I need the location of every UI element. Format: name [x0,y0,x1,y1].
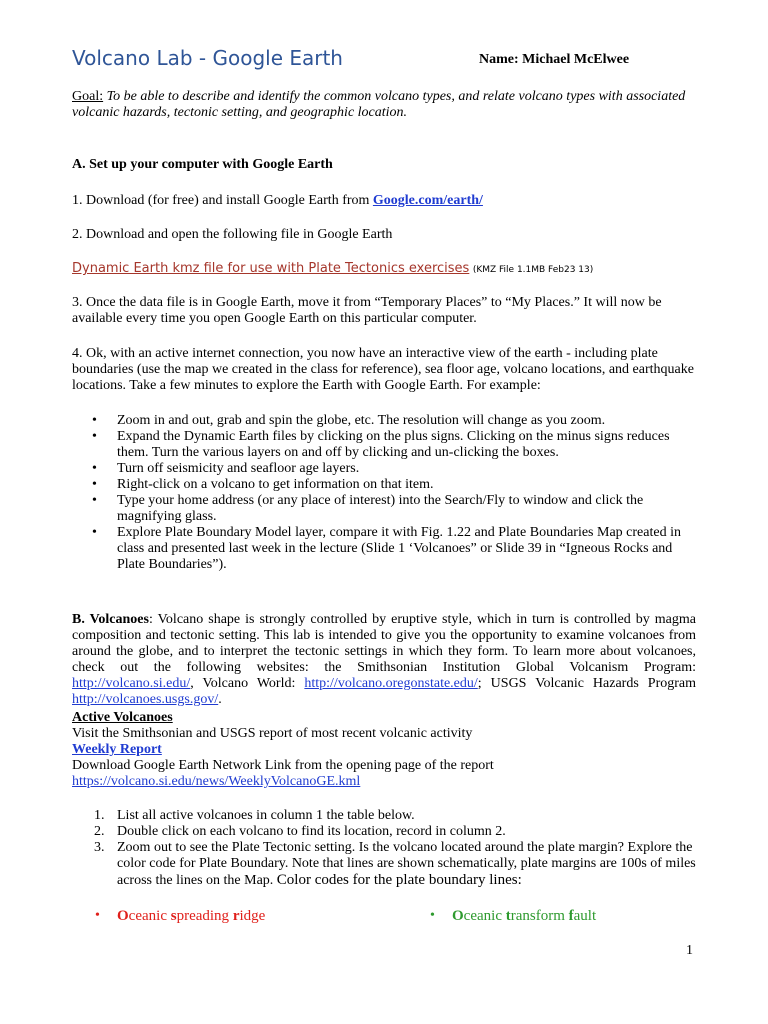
weekly-report-link[interactable]: Weekly Report [72,742,162,757]
list-item: • Zoom in and out, grab and spin the globe, etc. The resolution will change as you zoom. [72,413,696,429]
active-steps-list [72,808,696,889]
legend-transform: • Oceanic transform fault [430,908,597,924]
active-line-1: Visit the Smithsonian and USGS report of most recent volcanic activity [72,726,473,741]
list-item: 2. Double click on each volcano to find its location, record in column 2. [94,824,506,839]
goal-label: Goal: [72,89,104,104]
step-4: 4. Ok, with an active internet connection, you now have an interactive view of the earth - including plate boundaries (use the map we created in the class for reference), sea floor age, volcano locations, and earthquake locations. Take a few minutes to explore the Earth with Google Earth. For example: [72,346,694,393]
active-volcanoes-heading: Active Volcanoes [72,710,173,725]
list-item: 3. Zoom out to see the Plate Tectonic setting. Is the volcano located around the plate margin? Explore the color code for Plate Boundary. Note that lines are shown schematically, plate margins are 100s of miles across the lines on the Map. Color codes for the plate boundary lines: [94,840,696,888]
exploration-bullet-list [72,413,696,573]
step-1 [72,193,696,209]
google-earth-link[interactable]: Google.com/earth/ [372,193,483,208]
kmz-file-line [72,261,696,278]
usgs-link[interactable]: http://volcanoes.usgs.gov/ [72,692,219,707]
volcano-world-link[interactable]: http://volcano.oregonstate.edu/ [304,676,478,691]
smithsonian-link[interactable]: http://volcano.si.edu/ [72,676,191,691]
legend-ridge: • Oceanic spreading ridge [95,908,266,924]
kmz-file-link[interactable]: Dynamic Earth kmz file for use with Plate Tectonics exercises [72,261,470,276]
section-a-title: A. Set up your computer with Google Earth [72,157,333,172]
step-1-text: 1. Download (for free) and install Google Earth from [72,193,373,208]
list-item: 1. List all active volcanoes in column 1 the table below. [94,808,415,823]
step-3: 3. Once the data file is in Google Earth, move it from “Temporary Places” to “My Places.” It will now be available every time you open Google Earth on this particular computer. [72,295,662,326]
section-b-label: B. Volcanoes [72,612,149,627]
page-number: 1 [686,943,693,958]
list-item: • Explore Plate Boundary Model layer, compare it with Fig. 1.22 and Plate Boundaries Map created in class and presented last week in the lecture (Slide 1 ‘Volcanoes” or Slide 39 in “Igneous Rocks and Plate Boundaries”). [72,525,696,573]
student-name: Name: Michael McElwee [479,52,630,67]
goal-text: To be able to describe and identify the common volcano types, and relate volcano types with associated volcanic hazards, tectonic setting, and geographic location. [72,89,686,120]
document-title: Volcano Lab - Google Earth [72,46,343,70]
bullet-icon: • [430,908,435,923]
list-item: • Right-click on a volcano to get information on that item. [72,477,696,493]
step-2: 2. Download and open the following file in Google Earth [72,227,393,242]
section-a-heading [72,157,696,173]
kmz-file-note: (KMZ File 1.1MB Feb23 13) [472,265,594,275]
list-item: • Turn off seismicity and seafloor age layers. [72,461,696,477]
active-line-2: Download Google Earth Network Link from the opening page of the report [72,758,494,773]
section-b-paragraph: B. Volcanoes: Volcano shape is strongly controlled by eruptive style, which in turn is controlled by magma composition and tectonic setting. This lab is intended to give you the opportunity to examine volcanoes from around the globe, and to interpret the tectonic settings in which they form. To learn more about volcanoes, check out the following websites: the Smithsonian Institution Global Volcanism Program: http://volcano.si.edu/, Volcano World: http://volcano.oregonstate.edu/; USGS Volcanic Hazards Program http://volcanoes.usgs.gov/. [72,612,697,707]
active-volcanoes-section [72,710,696,790]
bullet-icon: • [95,908,100,923]
list-item: • Expand the Dynamic Earth files by clicking on the plus signs. Clicking on the minus signs reduces them. Turn the various layers on and off by clicking and un-clicking the boxes. [72,429,696,461]
list-item: • Type your home address (or any place of interest) into the Search/Fly to window and click the magnifying glass. [72,493,696,525]
goal-paragraph [72,89,696,121]
weekly-kml-link[interactable]: https://volcano.si.edu/news/WeeklyVolcanoGE.kml [72,774,361,789]
